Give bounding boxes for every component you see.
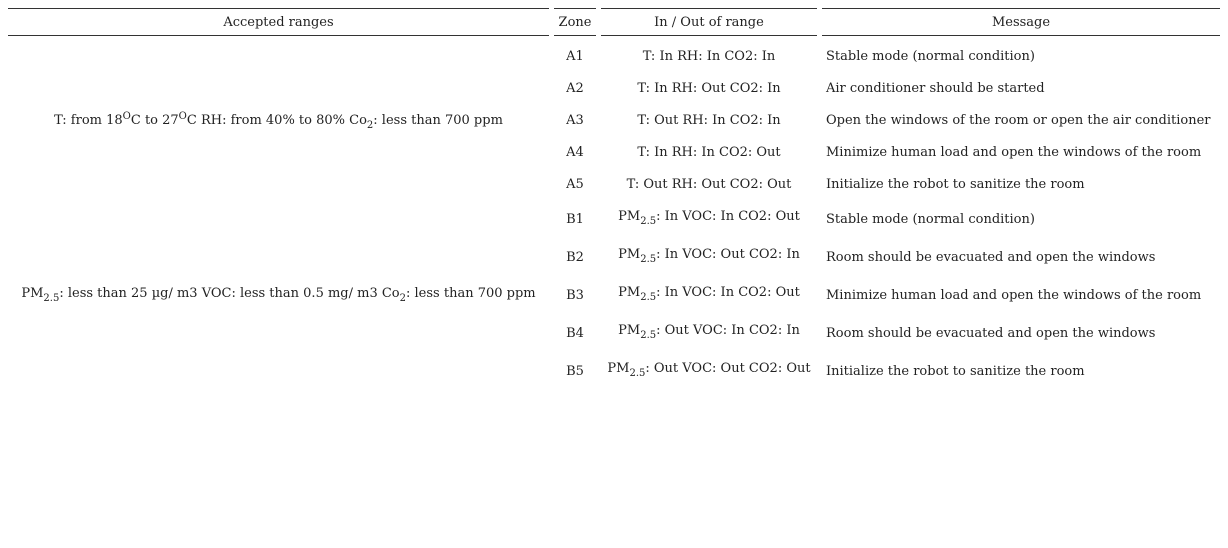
subscript: 2 [399,292,407,304]
zone-cell: A1 [566,48,584,64]
subscript: 2.5 [640,329,657,341]
zone-cell: B3 [566,287,584,303]
accepted-ranges-group-b [8,281,549,305]
subscript: 2.5 [640,253,657,265]
rich-text: T: from $18^OC$ to $27^OC$ RH: from 40% to 80% $Co_2$: less than 700 ppm [54,110,503,131]
range-status-cell [601,172,817,196]
zone-cell: A3 [566,112,584,128]
message-cell: Room should be evacuated and open the windows [826,325,1156,341]
subscript: 2.5 [640,215,657,227]
header-accepted-ranges: Accepted ranges [8,8,549,36]
range-status-cell [601,356,817,380]
zone-cell: B2 [566,249,584,265]
range-status-cell [601,108,817,132]
zone-cell: B5 [566,363,584,379]
message-cell: Room should be evacuated and open the windows [826,249,1156,265]
zone-cell: A2 [566,80,584,96]
rich-text: T: In RH: In CO2: In [642,48,776,64]
subscript: 2 [366,119,374,131]
message-cell: Initialize the robot to sanitize the room [826,176,1085,192]
message-cell: Minimize human load and open the windows of the room [826,144,1202,160]
range-status-cell [601,318,817,342]
zone-cell: A4 [566,144,584,160]
superscript: O [178,110,187,122]
rich-text: T: Out RH: In CO2: In [637,112,781,128]
rich-text: $PM_{2.5}$: Out VOC: In CO2: In [618,322,800,341]
superscript: O [122,110,131,122]
message-cell: Open the windows of the room or open the air conditioner [826,112,1211,128]
zone-cell: A5 [566,176,584,192]
message-cell: Stable mode (normal condition) [826,211,1035,227]
accepted-ranges-group-a [8,108,549,132]
message-cell: Initialize the robot to sanitize the room [826,363,1085,379]
message-cell: Stable mode (normal condition) [826,48,1035,64]
message-cell: Minimize human load and open the windows of the room [826,287,1202,303]
range-status-cell [601,76,817,100]
range-status-cell [601,242,817,266]
rich-text: T: In RH: In CO2: Out [637,144,781,160]
subscript: 2.5 [640,291,657,303]
header-message: Message [822,8,1220,36]
header-in-out-of-range: In / Out of range [601,8,817,36]
rich-text: $PM_{2.5}$: less than 25 µg/ m3 VOC: less than 0.5 mg/ m3 $Co_2$: less than 700 ppm [21,285,536,304]
subscript: 2.5 [629,367,646,379]
rich-text: $PM_{2.5}$: Out VOC: Out CO2: Out [607,360,811,379]
rich-text: T: In RH: Out CO2: In [637,80,781,96]
range-status-cell [601,140,817,164]
message-cell: Air conditioner should be started [826,80,1045,96]
rich-text: $PM_{2.5}$: In VOC: In CO2: Out [618,284,800,303]
rich-text: $PM_{2.5}$: In VOC: Out CO2: In [618,246,800,265]
zone-cell: B1 [566,211,584,227]
range-status-cell [601,280,817,304]
zone-cell: B4 [566,325,584,341]
rich-text: T: Out RH: Out CO2: Out [626,176,792,192]
rich-text: $PM_{2.5}$: In VOC: In CO2: Out [618,208,800,227]
range-status-cell [601,44,817,68]
header-zone: Zone [554,8,596,36]
range-status-cell [601,204,817,228]
subscript: 2.5 [43,292,60,304]
